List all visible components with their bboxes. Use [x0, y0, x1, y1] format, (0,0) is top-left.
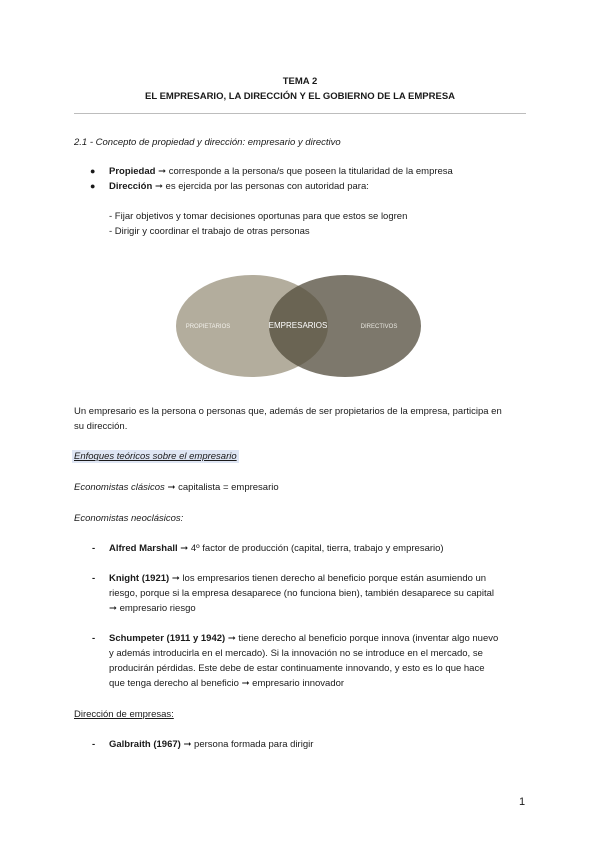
section-heading: 2.1 - Concepto de propiedad y dirección: empresario y directivo [74, 137, 341, 148]
page-number: 1 [519, 796, 526, 808]
sublist-item: - Fijar objetivos y tomar decisiones oportunas para que estos se logren [109, 211, 408, 222]
venn-center-label: EMPRESARIOS [268, 321, 328, 330]
author-name: Galbraith (1967) [109, 739, 181, 750]
author-text-line: producirán pérdidas. Este debe de estar continuamente innovando, y esto es lo que hace [109, 663, 485, 674]
author-marshall [109, 543, 444, 554]
author-name: Alfred Marshall [109, 543, 178, 554]
definition-line: Un empresario es la persona o personas que, además de ser propietarios de la empresa, participa en [74, 406, 502, 417]
clasicos-label: Economistas clásicos [74, 482, 165, 493]
doc-tema: TEMA 2 [282, 76, 318, 87]
bullet-term: Dirección [109, 181, 153, 192]
enfoques-heading [72, 451, 239, 462]
author-text: ➞ 4º factor de producción (capital, tierra, trabajo y empresario) [180, 543, 444, 554]
author-text: ➞ persona formada para dirigir [183, 739, 314, 750]
bullet-text: corresponde a la persona/s que poseen la titularidad de la empresa [168, 166, 453, 177]
sublist-item: - Dirigir y coordinar el trabajo de otras personas [109, 226, 310, 237]
author-text-line: riesgo, porque si la empresa desaparece (no funciona bien), también desaparece su capital [109, 588, 494, 599]
enfoques-heading-text: Enfoques teóricos sobre el empresario [74, 451, 237, 462]
arrow-icon: ➞ [158, 166, 167, 177]
author-text-line: ➞ empresario riesgo [109, 603, 196, 614]
venn-diagram [176, 274, 422, 378]
bullet-dot-icon: ● [90, 166, 96, 176]
dash-marker: - [92, 739, 96, 750]
arrow-icon: ➞ [154, 181, 163, 192]
author-knight [109, 573, 527, 584]
bullet-propiedad [109, 166, 453, 177]
bullet-text: es ejercida por las personas con autoridad para: [165, 181, 369, 192]
author-text: ➞ los empresarios tienen derecho al beneficio porque están asumiendo un [171, 573, 487, 584]
neoclasicos-label: Economistas neoclásicos: [74, 513, 184, 524]
dash-marker: - [92, 633, 96, 644]
definition-line: su dirección. [74, 421, 128, 432]
author-text: ➞ tiene derecho al beneficio porque innova (inventar algo nuevo [227, 633, 499, 644]
direccion-heading: Dirección de empresas: [74, 709, 174, 720]
dash-marker: - [92, 543, 96, 554]
author-text-line: que tenga derecho al beneficio ➞ empresario innovador [109, 678, 345, 689]
author-galbraith [109, 739, 313, 750]
author-name: Knight (1921) [109, 573, 170, 584]
title-divider [74, 113, 526, 114]
clasicos-line [74, 482, 279, 493]
venn-right-label: DIRECTIVOS [360, 324, 398, 330]
venn-left-label: PROPIETARIOS [185, 324, 231, 330]
author-schumpeter [109, 633, 498, 644]
clasicos-text: capitalista = empresario [178, 482, 279, 493]
bullet-dot-icon: ● [90, 181, 96, 191]
doc-title: EL EMPRESARIO, LA DIRECCIÓN Y EL GOBIERNO DE LA EMPRESA [144, 91, 456, 102]
author-text-line: y además introducirla en el mercado). Si la innovación no se introduce en el mercado, se [109, 648, 483, 659]
bullet-term: Propiedad [109, 166, 156, 177]
bullet-direccion [109, 181, 369, 192]
arrow-icon: ➞ [167, 482, 176, 493]
author-name: Schumpeter (1911 y 1942) [109, 633, 226, 644]
dash-marker: - [92, 573, 96, 584]
